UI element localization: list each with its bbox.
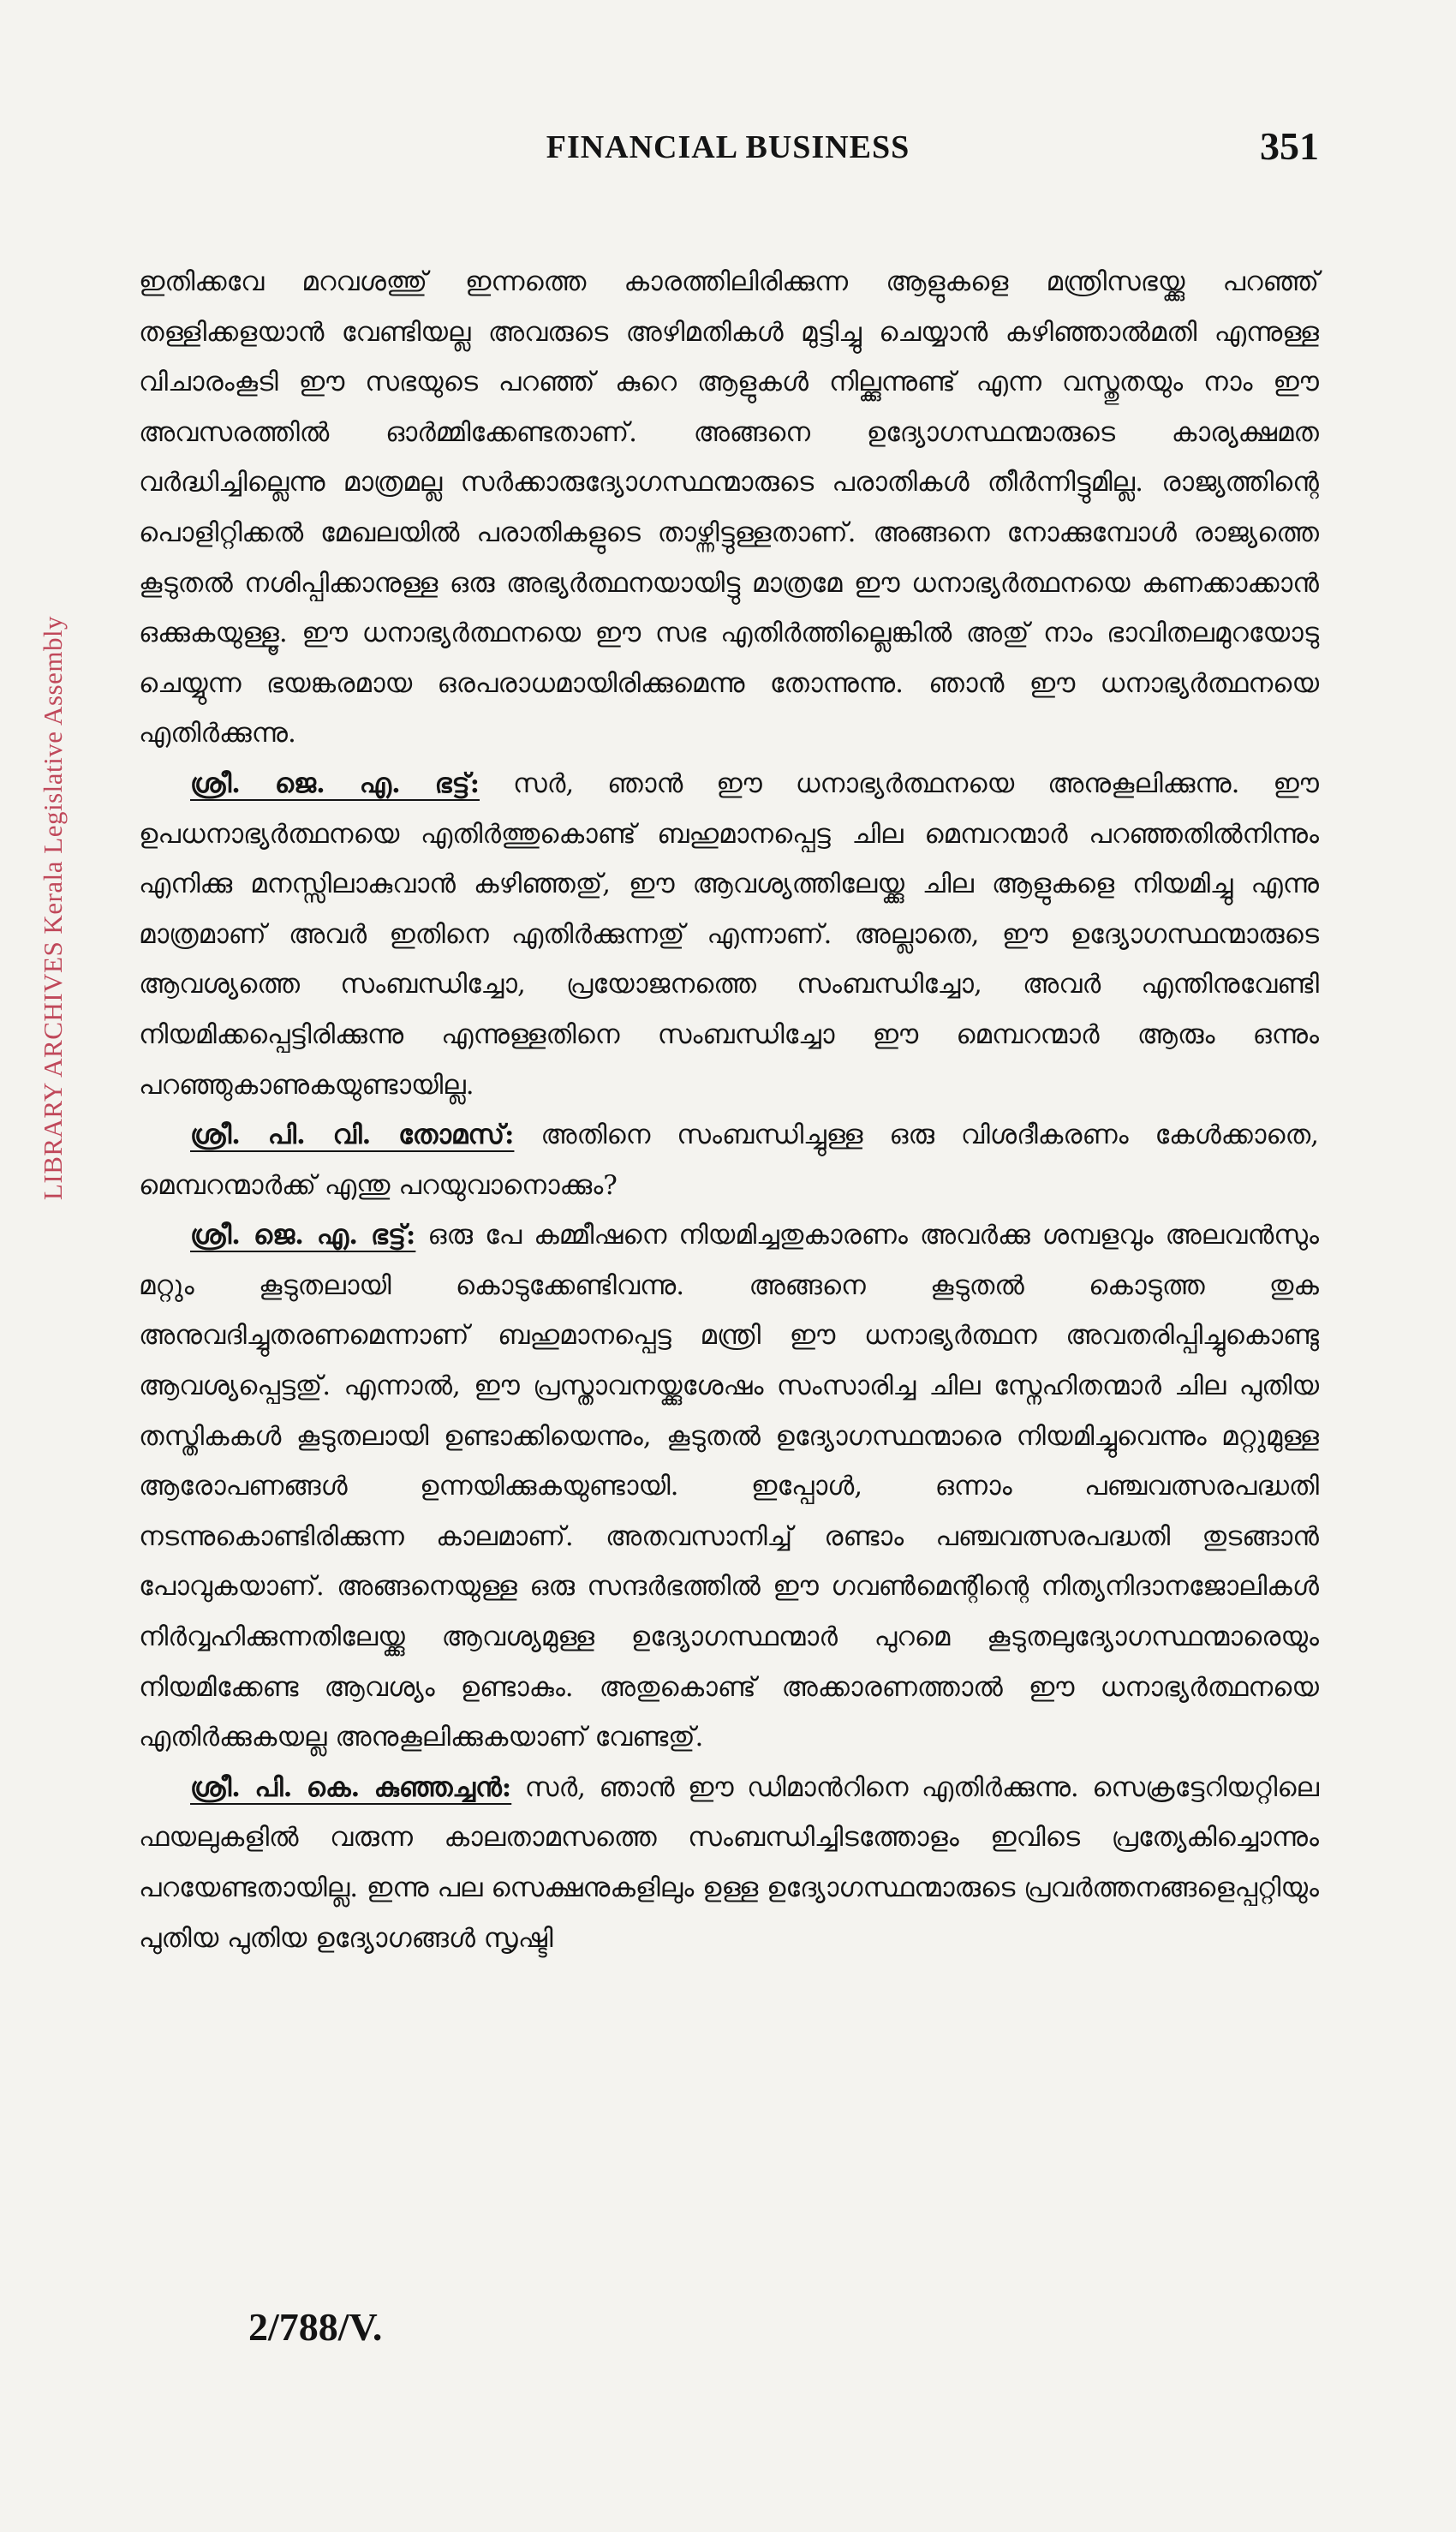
speaker-line bbox=[139, 1220, 427, 1251]
body-text bbox=[139, 257, 1319, 1963]
speech-kunjachan bbox=[139, 1763, 1319, 1963]
page-number: 351 bbox=[1260, 124, 1319, 168]
speech-text: അതിനെ സംബന്ധിച്ചുള്ള ഒരു വിശദീകരണം കേൾക്കാതെ, മെമ്പറന്മാർക്ക് എന്തു പറയുവാനൊക്കും? bbox=[139, 1120, 1319, 1201]
archive-watermark: LIBRARY ARCHIVES Kerala Legislative Assembly bbox=[38, 615, 68, 1201]
speaker-line bbox=[139, 768, 513, 799]
speaker-name: ശ്രീ. പി. കെ. കുഞ്ഞച്ചൻ: bbox=[190, 1771, 512, 1803]
speech-text: സർ, ഞാൻ ഈ ധനാഭ്യർത്ഥനയെ അനുകൂലിക്കുന്നു. ഈ ഉപധനാഭ്യർത്ഥനയെ എതിർത്തുകൊണ്ട് ബഹുമാനപ്പെട്ട ചില മെമ്പറന്മാർ പറഞ്ഞതിൽനിന്നും എനിക്കു മനസ്സിലാകുവാൻ കഴിഞ്ഞതു്, ഈ ആവശ്യത്തിലേയ്ക്കു ചില ആളുകളെ നിയമിച്ചു എന്നു മാത്രമാണ് അവർ ഇതിനെ എതിർക്കുന്നതു് എന്നാണ്. അല്ലാതെ, ഈ ഉദ്യോഗസ്ഥന്മാരുടെ ആവശ്യത്തെ സംബന്ധിച്ചോ, പ്രയോജനത്തെ സംബന്ധിച്ചോ, അവർ എന്തിനുവേണ്ടി നിയമിക്കപ്പെട്ടിരിക്കുന്നു എന്നുള്ളതിനെ സംബന്ധിച്ചോ ഈ മെമ്പറന്മാർ ആരും ഒന്നും പറഞ്ഞുകാണുകയുണ്ടായില്ല. bbox=[139, 767, 1319, 1101]
paragraph-text: ഇതിക്കവേ മറവശത്തു് ഇന്നത്തെ കാരത്തിലിരിക്കുന്ന ആളുകളെ മന്ത്രിസഭയ്ക്കു പറഞ്ഞ് തള്ളിക്കളയാൻ വേണ്ടിയല്ല അവരുടെ അഴിമതികൾ മുട്ടിച്ചു ചെയ്യാൻ കഴിഞ്ഞാൽമതി എന്നുള്ള വിചാരംകൂടി ഈ സഭയുടെ പറഞ്ഞ് കുറെ ആളുകൾ നില്ക്കുന്നുണ്ട് എന്ന വസ്തുതയും നാം ഈ അവസരത്തിൽ ഓർമ്മിക്കേണ്ടതാണ്. അങ്ങനെ ഉദ്യോഗസ്ഥന്മാരുടെ കാര്യക്ഷമത വർദ്ധിച്ചില്ലെന്നു മാത്രമല്ല സർക്കാരുദ്യോഗസ്ഥന്മാരുടെ പരാതികൾ തീർന്നിട്ടുമില്ല. രാജ്യത്തിന്റെ പൊളിറ്റിക്കൽ മേഖലയിൽ പരാതികളുടെ താഴ്ന്നിട്ടുള്ളതാണ്. അങ്ങനെ നോക്കുമ്പോൾ രാജ്യത്തെ കൂടുതൽ നശിപ്പിക്കാനുള്ള ഒരു അഭ്യർത്ഥനയായിട്ടു മാത്രമേ ഈ ധനാഭ്യർത്ഥനയെ കണക്കാക്കാൻ ഒക്കുകയുള്ളൂ. ഈ ധനാഭ്യർത്ഥനയെ ഈ സഭ എതിർത്തില്ലെങ്കിൽ അതു് നാം ഭാവിതലമുറയോടു ചെയ്യുന്ന ഭയങ്കരമായ ഒരപരാധമായിരിക്കുമെന്നു തോന്നുന്നു. ഞാൻ ഈ ധനാഭ്യർത്ഥനയെ എതിർക്കുന്നു. bbox=[139, 266, 1320, 749]
page-header bbox=[137, 124, 1319, 180]
speaker-name: ശ്രീ. ജെ. എ. ഭട്ട്: bbox=[190, 1220, 416, 1251]
speaker-line bbox=[139, 1120, 540, 1150]
speech-text: സർ, ഞാൻ ഈ ഡിമാൻറിനെ എതിർക്കുന്നു. സെക്രട്ടേറിയറ്റിലെ ഫയലുകളിൽ വരുന്ന കാലതാമസത്തെ സംബന്ധിച്ചിടത്തോളം ഇവിടെ പ്രത്യേകിച്ചൊന്നും പറയേണ്ടതായില്ല. ഇന്നു പല സെക്ഷനുകളിലും ഉള്ള ഉദ്യോഗസ്ഥന്മാരുടെ പ്രവർത്തനങ്ങളെപ്പറ്റിയും പുതിയ പുതിയ ഉദ്യോഗങ്ങൾ സൃഷ്ടി bbox=[139, 1771, 1319, 1954]
speech-bhatt-1 bbox=[139, 759, 1319, 1110]
speech-text: ഒരു പേ കമ്മീഷനെ നിയമിച്ചതുകാരണം അവർക്കു ശമ്പളവും അലവൻസും മറ്റും കൂടുതലായി കൊടുക്കേണ്ടിവന്നു. അങ്ങനെ കൂടുതൽ കൊടുത്ത തുക അനുവദിച്ചുതരണമെന്നാണ് ബഹുമാനപ്പെട്ട മന്ത്രി ഈ ധനാഭ്യർത്ഥന അവതരിപ്പിച്ചുകൊണ്ടു ആവശ്യപ്പെട്ടതു്. എന്നാൽ, ഈ പ്രസ്താവനയ്ക്കുശേഷം സംസാരിച്ച ചില സ്നേഹിതന്മാർ ചില പുതിയ തസ്തികകൾ കൂടുതലായി ഉണ്ടാക്കിയെന്നും, കൂടുതൽ ഉദ്യോഗസ്ഥന്മാരെ നിയമിച്ചുവെന്നും മറ്റുമുള്ള ആരോപണങ്ങൾ ഉന്നയിക്കുകയുണ്ടായി. ഇപ്പോൾ, ഒന്നാം പഞ്ചവത്സരപദ്ധതി നടന്നുകൊണ്ടിരിക്കുന്ന കാലമാണ്. അതവസാനിച്ച് രണ്ടാം പഞ്ചവത്സരപദ്ധതി തുടങ്ങാൻ പോവുകയാണ്. അങ്ങനെയുള്ള ഒരു സന്ദർഭത്തിൽ ഈ ഗവൺമെന്റിന്റെ നിത്യനിദാനജോലികൾ നിർവ്വഹിക്കുന്നതിലേയ്ക്കു ആവശ്യമുള്ള ഉദ്യോഗസ്ഥന്മാർ പുറമെ കൂടുതലുദ്യോഗസ്ഥന്മാരെയും നിയമിക്കേണ്ട ആവശ്യം ഉണ്ടാകും. അതുകൊണ്ട് അക്കാരണത്താൽ ഈ ധനാഭ്യർത്ഥനയെ എതിർക്കുകയല്ല അനുകൂലിക്കുകയാണ് വേണ്ടതു്. bbox=[139, 1220, 1319, 1753]
paragraph-1 bbox=[139, 257, 1319, 759]
section-title: FINANCIAL BUSINESS bbox=[546, 129, 910, 165]
signature-code: 2/788/V. bbox=[248, 2305, 383, 2349]
speech-bhatt-2 bbox=[139, 1210, 1319, 1763]
speech-thomas bbox=[139, 1110, 1319, 1210]
speaker-line bbox=[139, 1772, 525, 1803]
speaker-name: ശ്രീ. പി. വി. തോമസ്: bbox=[190, 1120, 515, 1151]
speaker-name: ശ്രീ. ജെ. എ. ഭട്ട്: bbox=[190, 767, 480, 799]
